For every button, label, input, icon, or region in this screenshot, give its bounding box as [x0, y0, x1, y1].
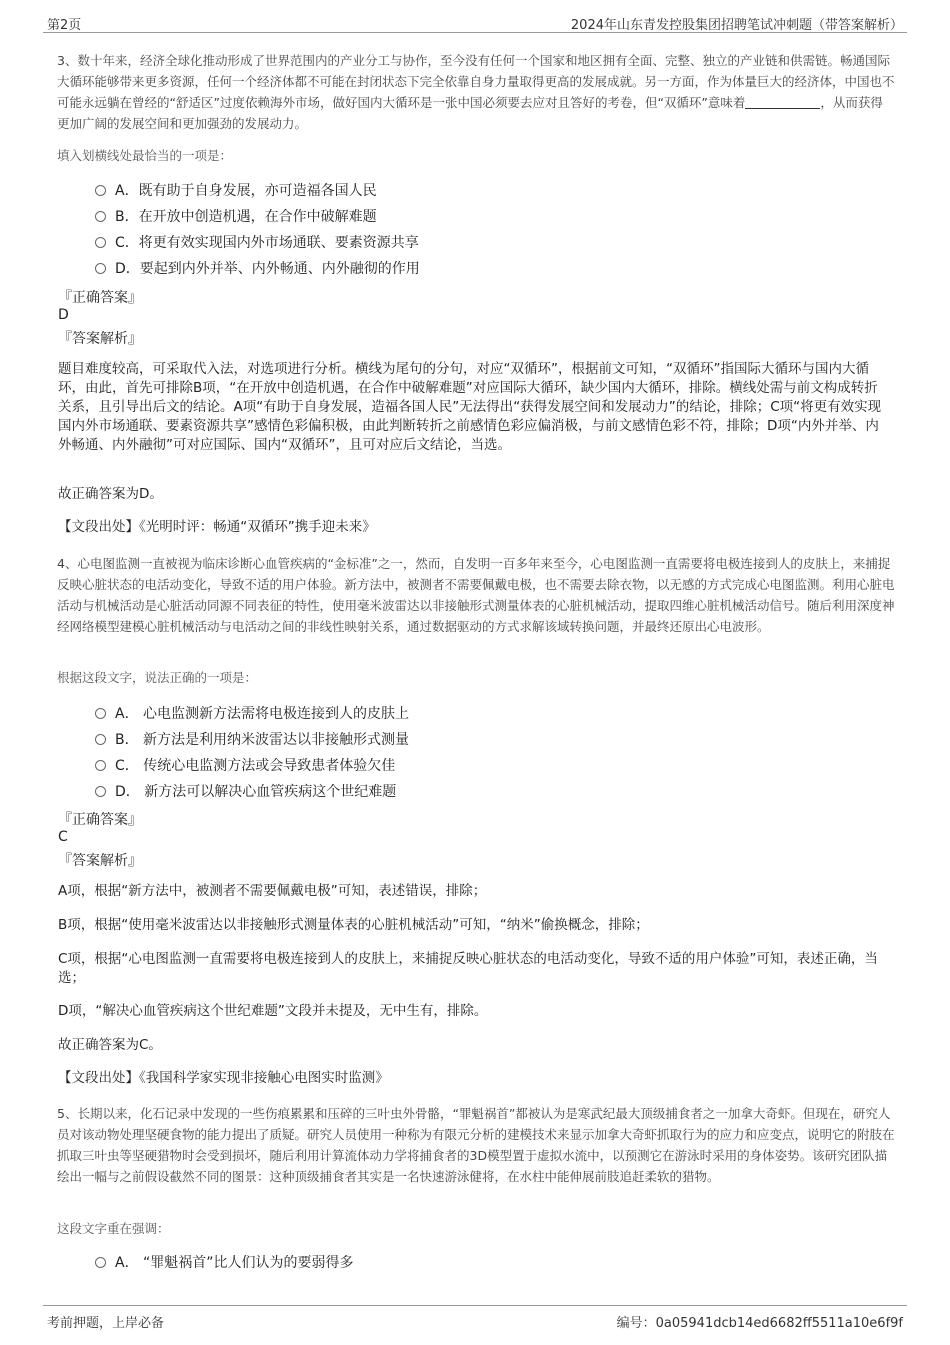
- question-3-text: 3、数十年来，经济全球化推动形成了世界范围内的产业分工与协作，至今没有任何一个国家和地区拥有全面、完整、独立的产业链和供需链。畅通国际大循环能够带来更多资源，任何一个经济体都不可能在封闭状态下完全依靠自身力量取得更高的发展成就。另一方面，作为体量巨大的经济体，中国也不可能永远躺在曾经的“舒适区”过度依赖海外市场，做好国内大循环是一张中国必须要去应对且答好的考卷，但“双循环”意味着 ，从而获得更加广阔的发展空间和更加强劲的发展动力。: [57, 53, 895, 131]
- question-5-prompt: 这段文字重在强调：: [57, 1221, 170, 1236]
- radio-icon[interactable]: [95, 263, 106, 274]
- q3-option-a[interactable]: A．既有助于自身发展，亦可造福各国人民: [95, 180, 377, 202]
- q4-source: 【文段出处】《我国科学家实现非接触心电图实时监测》: [58, 1070, 389, 1086]
- radio-icon[interactable]: [95, 237, 106, 248]
- q3-analysis-label: 『答案解析』: [58, 331, 142, 347]
- q4-option-c[interactable]: C． 传统心电监测方法或会导致患者体验欠佳: [95, 755, 395, 777]
- question-4-text: 4、心电图监测一直被视为临床诊断心血管疾病的“金标准”之一，然而，自发明一百多年来至今，心电图监测一直需要将电极连接到人的皮肤上，来捕捉反映心脏状态的电活动变化，导致不适的用户体验。新方法中，被测者不需要佩戴电极，也不需要去除衣物，以无感的方式完成心电图监测。利用心脏电活动与机械活动是心脏活动同源不同表征的特性，使用毫米波雷达以非接触形式测量体表的心脏机械活动，提取四维心脏机械活动信号。随后利用深度神经网络模型建模心脏机械活动与电活动之间的非线性映射关系，通过数据驱动的方式求解该域转换问题，并最终还原出心电波形。: [57, 556, 895, 634]
- q4-conclusion: 故正确答案为C。: [58, 1037, 162, 1053]
- radio-icon[interactable]: [95, 708, 106, 719]
- q3-conclusion: 故正确答案为D。: [58, 486, 163, 502]
- q3-answer-label: 『正确答案』: [58, 290, 142, 306]
- q4-answer: C: [58, 829, 68, 845]
- fill-blank: [745, 96, 820, 109]
- q3-option-b[interactable]: B．在开放中创造机遇，在合作中破解难题: [95, 206, 377, 228]
- q4-analysis-c: C项，根据“心电图监测一直需要将电极连接到人的皮肤上，来捕捉反映心脏状态的电活动变化，导致不适的用户体验”可知，表述正确，当选；: [58, 951, 878, 986]
- q4-analysis-a: A项，根据“新方法中，被测者不需要佩戴电极”可知，表述错误，排除；: [58, 883, 487, 899]
- q4-option-b[interactable]: B． 新方法是利用纳米波雷达以非接触形式测量: [95, 729, 409, 751]
- q4-analysis-b: B项，根据“使用毫米波雷达以非接触形式测量体表的心脏机械活动”可知，“纳米”偷换概念，排除；: [58, 917, 649, 933]
- radio-icon[interactable]: [95, 760, 106, 771]
- page-footer: [43, 1305, 907, 1336]
- q3-source: 【文段出处】《光明时评：畅通“双循环”携手迎未来》: [58, 519, 376, 535]
- q4-option-a[interactable]: A． 心电监测新方法需将电极连接到人的皮肤上: [95, 703, 409, 725]
- q3-option-d[interactable]: D．要起到内外并举、内外畅通、内外融彻的作用: [95, 258, 420, 280]
- q3-option-c[interactable]: C．将更有效实现国内外市场通联、要素资源共享: [95, 232, 419, 254]
- q4-analysis-label: 『答案解析』: [58, 853, 142, 869]
- document-id: 编号：0a05941dcb14ed6682ff5511a10e6f9f: [616, 1316, 903, 1331]
- radio-icon[interactable]: [95, 185, 106, 196]
- q3-analysis: 题目难度较高，可采取代入法，对选项进行分析。横线为尾句的分句，对应“双循环”，根据前文可知，“双循环”指国际大循环与国内大循环，由此，首先可排除B项，“在开放中创造机遇，在合作中破解难题”对应国际大循环，缺少国内大循环，排除。横线处需与前文构成转折关系，且引导出后文的结论。A项“有助于自身发展，造福各国人民”无法得出“获得发展空间和发展动力”的结论，排除；C项“将更有效实现国内外市场通联、要素资源共享”感情色彩偏积极，由此判断转折之前感情色彩应偏消极，与前文感情色彩不符，排除；D项“内外并举、内外畅通、内外融彻”可对应国际、国内“双循环”，且可对应后文结论，当选。: [58, 361, 882, 453]
- radio-icon[interactable]: [95, 211, 106, 222]
- question-4-prompt: 根据这段文字，说法正确的一项是：: [57, 670, 258, 685]
- q4-analysis-d: D项，“解决心血管疾病这个世纪难题”文段并未提及，无中生有，排除。: [58, 1003, 488, 1019]
- q5-option-a[interactable]: A． “罪魁祸首”比人们认为的要弱得多: [95, 1252, 354, 1274]
- question-5-text: 5、长期以来，化石记录中发现的一些伤痕累累和压碎的三叶虫外骨骼，“罪魁祸首”都被认为是寒武纪最大顶级捕食者之一加拿大奇虾。但现在，研究人员对该动物处理坚硬食物的能力提出了质疑。研究人员使用一种称为有限元分析的建模技术来显示加拿大奇虾抓取行为的应力和应变点，说明它的附肢在抓取三叶虫等坚硬猎物时会受到损坏，随后利用计算流体动力学将捕食者的3D模型置于虚拟水流中，以预测它在游泳时采用的身体姿势。该研究团队描绘出一幅与之前假设截然不同的图景：这种顶级捕食者其实是一名快速游泳健将，在水柱中能伸展前肢追赶柔软的猎物。: [57, 1106, 895, 1184]
- footer-slogan: 考前押题，上岸必备: [47, 1316, 165, 1331]
- page-number: 第2页: [47, 18, 82, 33]
- radio-icon[interactable]: [95, 1257, 106, 1268]
- q3-answer: D: [58, 307, 69, 323]
- radio-icon[interactable]: [95, 734, 106, 745]
- radio-icon[interactable]: [95, 786, 106, 797]
- q4-answer-label: 『正确答案』: [58, 812, 142, 828]
- question-3-prompt: 填入划横线处最恰当的一项是：: [57, 148, 233, 163]
- q4-option-d[interactable]: D． 新方法可以解决心血管疾病这个世纪难题: [95, 781, 396, 803]
- document-title: 2024年山东青发控股集团招聘笔试冲刺题（带答案解析）: [570, 18, 903, 33]
- page-header: [43, 10, 907, 33]
